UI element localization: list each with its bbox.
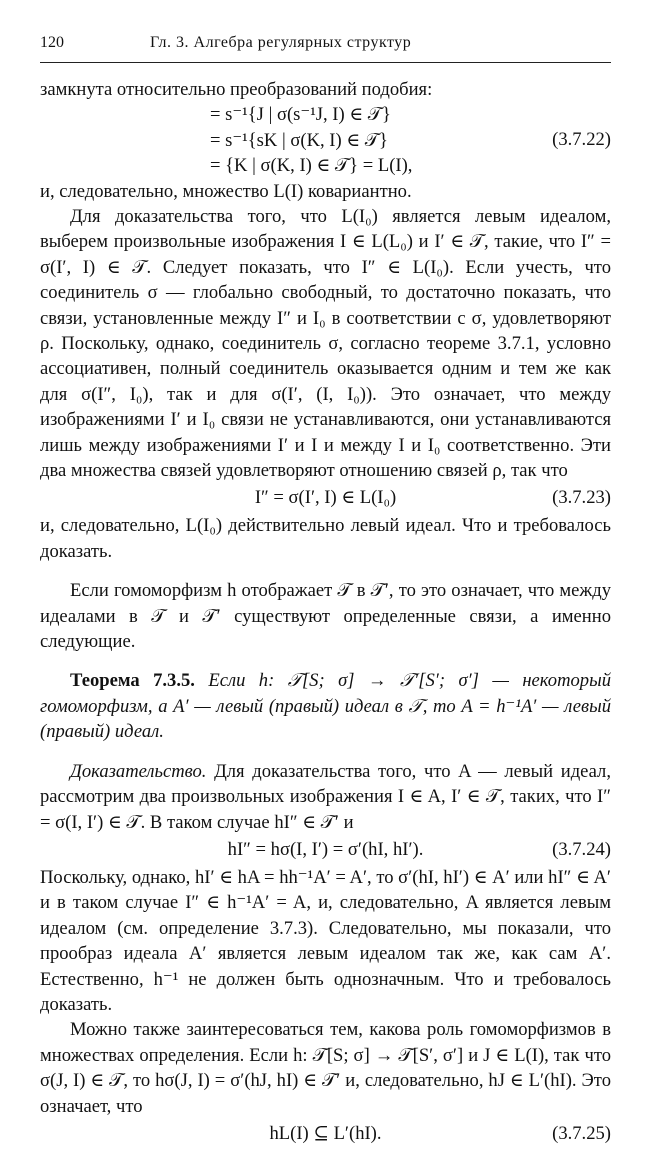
- equation-line: = s⁻¹{sK | σ(K, I) ∈ 𝒯}: [210, 129, 388, 151]
- equation-number: (3.7.23): [552, 487, 611, 509]
- equation-body: hL(I) ⊆ L′(hI).: [269, 1122, 382, 1144]
- proof-text: Для доказательства того, что A — левый идеал, рассмотрим два произвольных изображения I ∈ A, I′ ∈ 𝒯, таких, что I″ = σ(I, I′) ∈ 𝒯. В таком случае hI″ ∈ 𝒯′ и: [40, 760, 611, 833]
- paragraph-domain-role: Можно также заинтересоваться тем, какова роль гомоморфизмов в множествах определения. Если h: 𝒯[S; σ] → 𝒯[S′, σ′] и J ∈ L(I), так что σ(J, I) ∈ 𝒯, то hσ(J, I) = σ′(hJ, hI) ∈ 𝒯′ и, следовательно, hJ ∈ L′(hI). Это означает, что: [40, 1019, 611, 1117]
- paragraph-closure: замкнута относительно преобразований подобия:: [40, 79, 433, 100]
- equation-number: (3.7.24): [552, 838, 611, 860]
- theorem-label: Теорема 7.3.5.: [70, 670, 195, 692]
- equation-number: (3.7.25): [552, 1122, 611, 1144]
- paragraph-left-ideal-proof: Для доказательства того, что L(I₀) является левым идеалом, выберем произвольные изображения I ∈ L(L₀) и I′ ∈ 𝒯, такие, что I″ = σ(I′, I) ∈ 𝒯. Следует показать, что I″ ∈ L(I₀). Если учесть, что соединитель σ — глобально свободный, то достаточно показать, что связи, установленные между I″ и I₀ в соответствии с σ, удовлетворяют ρ. Поскольку, однако, соединитель σ, согласно теореме 3.7.1, условно ассоциативен, полный соединитель оказывается одним и тем же как для σ(I″, I₀), так и для σ(I′, (I, I₀)). Это означает, что между изображениями I′ и I₀ связи не устанавливаются, они устанавливаются лишь между изображениями I′ и I и между I и I₀ соответственно. Эти два множества связей удовлетворяют отношению связей ρ, так что: [40, 205, 611, 482]
- proof-paragraph: [40, 759, 611, 835]
- equation-body: hI″ = hσ(I, I′) = σ′(hI, hI′).: [227, 838, 424, 860]
- paragraph-covariant: и, следовательно, множество L(I) ковариантно.: [40, 180, 412, 202]
- equation-3-7-24: [40, 835, 611, 865]
- page-number: 120: [40, 34, 64, 51]
- header-rule: [40, 62, 611, 63]
- paragraph-conclusion: и, следовательно, L(I₀) действительно левый идеал. Что и требовалось доказать.: [40, 515, 611, 562]
- equation-3-7-23: [40, 483, 611, 513]
- equation-number: (3.7.22): [552, 129, 611, 151]
- equation-line: = s⁻¹{J | σ(s⁻¹J, I) ∈ 𝒯}: [210, 104, 391, 126]
- theorem-7-3-5: [40, 668, 611, 744]
- paragraph-preimage: Поскольку, однако, hI′ ∈ hA = hh⁻¹A′ = A′, то σ′(hI, hI′) ∈ A′ или hI″ ∈ A′ и в таком случае I″ ∈ h⁻¹A′ = A, и, следовательно, A является левым идеалом (см. определение 3.7.3). Следовательно, мы показали, что прообраз идеала A′ является левым идеалом так же, как сам A′. Естественно, h⁻¹ не должен быть однозначным. Что и требовалось доказать.: [40, 866, 611, 1015]
- theorem-statement: Если h: 𝒯[S; σ] → 𝒯′[S′; σ′] — некоторый гомоморфизм, а A′ — левый (правый) идеал в 𝒯, то A = h⁻¹A′ — левый (правый) идеал.: [40, 670, 611, 743]
- proof-label: Доказательство.: [70, 760, 207, 782]
- equation-body: I″ = σ(I′, I) ∈ L(I₀): [254, 487, 397, 509]
- equation-3-7-25: [40, 1119, 611, 1149]
- equation-line: = {K | σ(K, I) ∈ 𝒯} = L(I),: [210, 155, 413, 177]
- paragraph-homomorphism: Если гомоморфизм h отображает 𝒯 в 𝒯′, то это означает, что между идеалами в 𝒯 и 𝒯′ существуют определенные связи, а именно следующие.: [40, 580, 611, 653]
- equation-3-7-22: [40, 102, 611, 178]
- running-header: [40, 30, 611, 60]
- book-page: [40, 30, 611, 1149]
- running-title: Гл. 3. Алгебра регулярных структур: [150, 34, 412, 51]
